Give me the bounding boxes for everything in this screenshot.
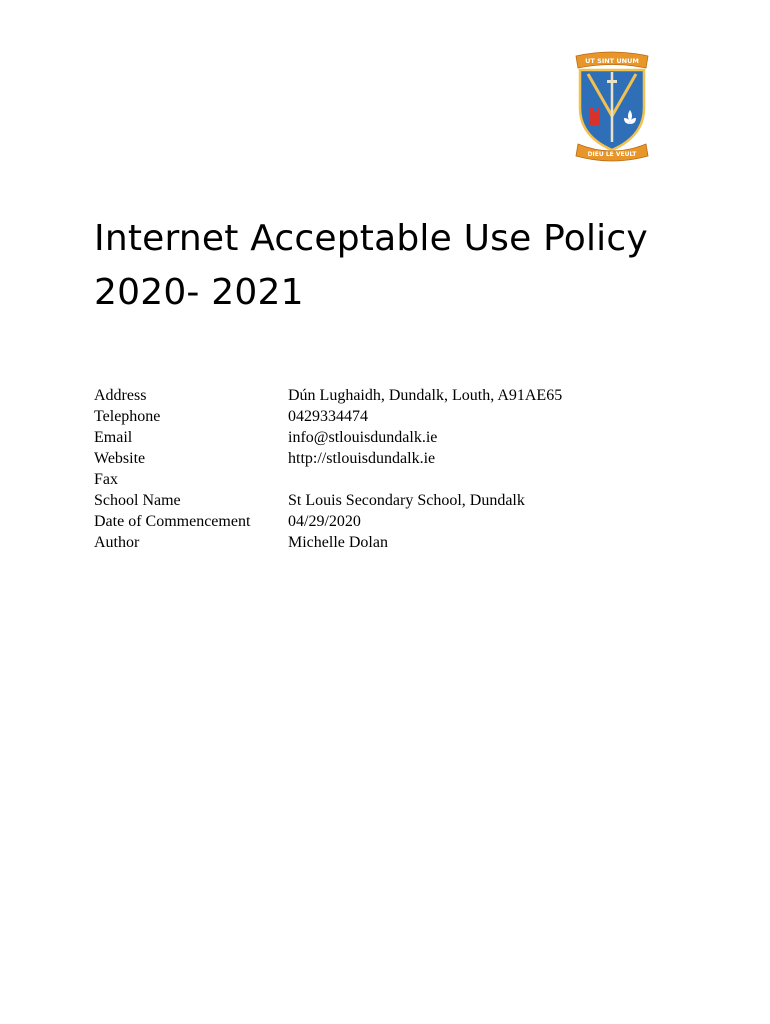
details-label: Website: [94, 450, 146, 467]
details-label: Author: [94, 534, 140, 551]
details-value: 0429334474: [288, 408, 368, 425]
details-row-school-name: [94, 490, 562, 511]
details-value: Michelle Dolan: [288, 534, 388, 551]
details-value: info@stlouisdundalk.ie: [288, 429, 438, 446]
details-value: [288, 469, 562, 490]
details-row-author: [94, 532, 562, 553]
details-row-telephone: [94, 406, 562, 427]
details-row-date-of-commencement: [94, 511, 562, 532]
details-row-address: [94, 385, 562, 406]
school-details-table: [94, 385, 562, 553]
details-row-fax: [94, 469, 562, 490]
details-label: School Name: [94, 492, 181, 509]
title-line-2: 2020- 2021: [94, 272, 304, 313]
details-row-email: [94, 427, 562, 448]
school-crest-logo: [572, 46, 652, 162]
details-value: St Louis Secondary School, Dundalk: [288, 492, 525, 509]
details-label: Fax: [94, 471, 118, 488]
svg-text:DIEU LE VEULT: DIEU LE VEULT: [587, 151, 637, 158]
details-value: http://stlouisdundalk.ie: [288, 450, 436, 467]
svg-text:UT SINT UNUM: UT SINT UNUM: [585, 57, 639, 65]
details-label: Date of Commencement: [94, 513, 251, 530]
title-line-1: Internet Acceptable Use Policy: [94, 218, 648, 259]
details-row-website: [94, 448, 562, 469]
details-value: Dún Lughaidh, Dundalk, Louth, A91AE65: [288, 387, 563, 404]
document-title: [94, 212, 648, 320]
details-label: Telephone: [94, 408, 161, 425]
details-label: Email: [94, 429, 133, 446]
details-value: 04/29/2020: [288, 513, 361, 530]
details-label: Address: [94, 387, 147, 404]
